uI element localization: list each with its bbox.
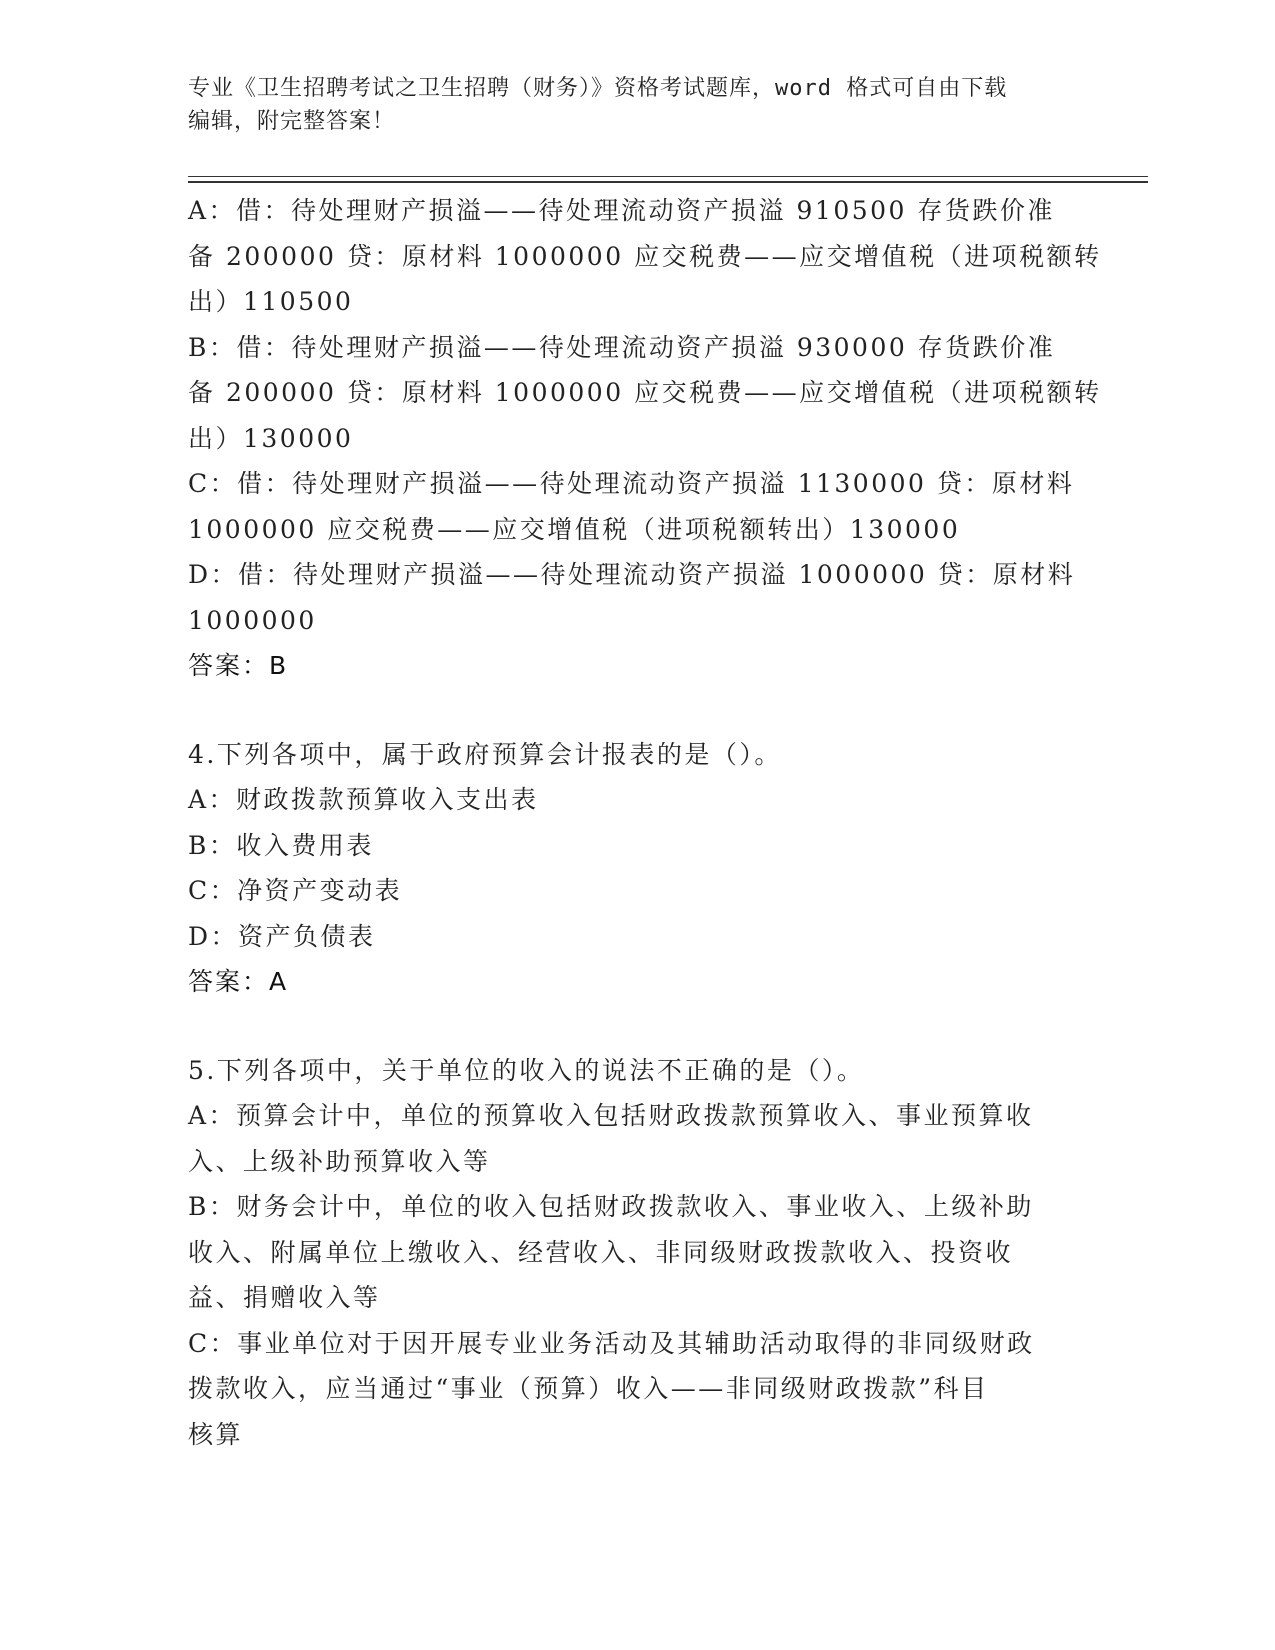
document-header (188, 72, 1068, 138)
option-d-line-1: D：借：待处理财产损溢——待处理流动资产损溢 1000000 贷：原材料 (188, 560, 1076, 589)
option-c: C：净资产变动表 (188, 876, 403, 905)
option-b (188, 325, 1102, 462)
option-b-line-1: B：财务会计中，单位的收入包括财政拨款收入、事业收入、上级补助 (188, 1192, 1034, 1221)
header-divider-thin (188, 176, 1148, 177)
header-divider-thick (188, 181, 1148, 183)
question-text: 5.下列各项中，关于单位的收入的说法不正确的是（）。 (188, 1055, 865, 1085)
option-a-line-1: A：借：待处理财产损溢——待处理流动资产损溢 910500 存货跌价准 (188, 196, 1055, 225)
option-a-line-2: 备 200000 贷：原材料 1000000 应交税费——应交增值税（进项税额转 (188, 241, 1102, 271)
document-body (188, 188, 1102, 1457)
option-a-line-3: 出）110500 (188, 287, 354, 316)
option-b: B：收入费用表 (188, 830, 374, 860)
option-a (188, 188, 1102, 325)
option-b-line-2: 收入、附属单位上缴收入、经营收入、非同级财政拨款收入、投资收 (188, 1237, 1014, 1267)
option-b (188, 1184, 1068, 1321)
option-b-line-3: 益、捐赠收入等 (188, 1283, 381, 1312)
header-line-2: 编辑，附完整答案！ (188, 109, 396, 134)
option-c-line-3: 核算 (188, 1419, 244, 1449)
option-a-line-1: A：预算会计中，单位的预算收入包括财政拨款预算收入、事业预算收 (188, 1101, 1034, 1130)
question-3 (188, 188, 1102, 689)
spacer (188, 1005, 1068, 1048)
option-a (188, 1093, 1068, 1184)
option-c (188, 461, 1075, 552)
option-c-line-1: C：借：待处理财产损溢——待处理流动资产损溢 1130000 贷：原材料 (188, 469, 1075, 498)
answer-label: 答案：B (188, 651, 289, 680)
option-c-line-1: C：事业单位对于因开展专业业务活动及其辅助活动取得的非同级财政 (188, 1328, 1035, 1358)
option-a: A：财政拨款预算收入支出表 (188, 785, 539, 814)
answer-label: 答案：A (188, 967, 289, 996)
header-line-1: 专业《卫生招聘考试之卫生招聘（财务）》资格考试题库，word 格式可自由下载 (188, 76, 1008, 101)
spacer (188, 689, 1068, 732)
question-4 (188, 732, 1068, 1005)
option-d: D：资产负债表 (188, 921, 376, 951)
option-b-line-2: 备 200000 贷：原材料 1000000 应交税费——应交增值税（进项税额转 (188, 378, 1102, 407)
question-5 (188, 1048, 1068, 1458)
option-d (188, 552, 1076, 643)
option-c (188, 1321, 1068, 1458)
option-d-line-2: 1000000 (188, 605, 317, 635)
option-b-line-3: 出）130000 (188, 423, 354, 453)
option-c-line-2: 1000000 应交税费——应交增值税（进项税额转出）130000 (188, 514, 961, 544)
option-c-line-2: 拨款收入，应当通过“事业（预算）收入——非同级财政拨款”科目 (188, 1374, 989, 1403)
option-a-line-2: 入、上级补助预算收入等 (188, 1146, 491, 1176)
question-text: 4.下列各项中，属于政府预算会计报表的是（）。 (188, 739, 782, 769)
option-b-line-1: B：借：待处理财产损溢——待处理流动资产损溢 930000 存货跌价准 (188, 332, 1056, 362)
